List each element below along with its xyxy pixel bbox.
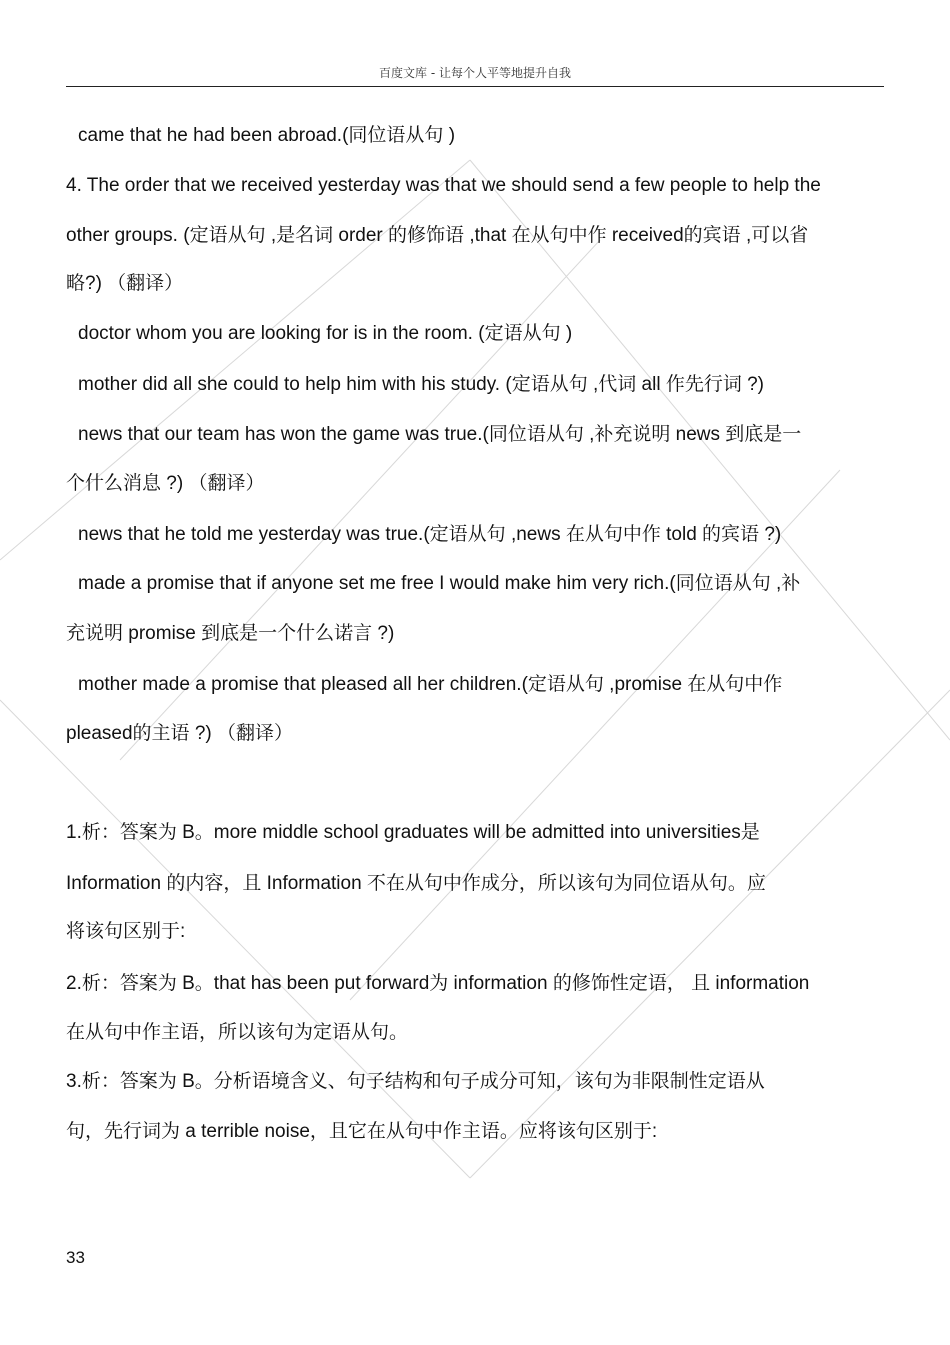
text-line: 充说明 promise 到底是一个什么诺言 ?) — [66, 623, 395, 644]
text-line: 句，先行词为 a terrible noise，且它在从句中作主语。应将该句区别于: — [66, 1121, 658, 1142]
text-line: pleased的主语 ?) （翻译） — [66, 723, 294, 744]
text-line: 1.析：答案为 B。more middle school graduates will be admitted into universities是 — [66, 822, 760, 843]
text-line: 将该句区别于: — [66, 921, 186, 942]
text-line: 4. The order that we received yesterday was that we should send a few people to help the — [66, 175, 821, 196]
text-line: made a promise that if anyone set me free I would make him very rich.(同位语从句 ,补 — [78, 573, 801, 594]
text-line: doctor whom you are looking for is in the room. (定语从句 ) — [78, 323, 573, 344]
header-divider — [66, 86, 884, 87]
text-line: 略?) （翻译） — [66, 273, 184, 294]
text-line: other groups. (定语从句 ,是名词 order 的修饰语 ,that 在从句中作 received的宾语 ,可以省 — [66, 225, 809, 246]
text-line: 2.析：答案为 B。that has been put forward为 information 的修饰性定语， 且 information — [66, 973, 810, 994]
text-line: Information 的内容，且 Information 不在从句中作成分，所以该句为同位语从句。应 — [66, 873, 766, 894]
text-line: 3.析：答案为 B。分析语境含义、句子结构和句子成分可知，该句为非限制性定语从 — [66, 1071, 765, 1092]
text-line: news that our team has won the game was true.(同位语从句 ,补充说明 news 到底是一 — [78, 424, 802, 445]
text-line: 个什么消息 ?) （翻译） — [66, 473, 265, 494]
text-line: came that he had been abroad.(同位语从句 ) — [78, 125, 456, 146]
text-line: 在从句中作主语，所以该句为定语从句。 — [66, 1022, 409, 1043]
text-line: news that he told me yesterday was true.(定语从句 ,news 在从句中作 told 的宾语 ?) — [78, 524, 782, 545]
text-line: mother made a promise that pleased all her children.(定语从句 ,promise 在从句中作 — [78, 674, 783, 695]
text-line: mother did all she could to help him with his study. (定语从句 ,代词 all 作先行词 ?) — [78, 374, 764, 395]
page-header: 百度文库 - 让每个人平等地提升自我 — [379, 66, 571, 80]
page-number: 33 — [66, 1248, 85, 1267]
